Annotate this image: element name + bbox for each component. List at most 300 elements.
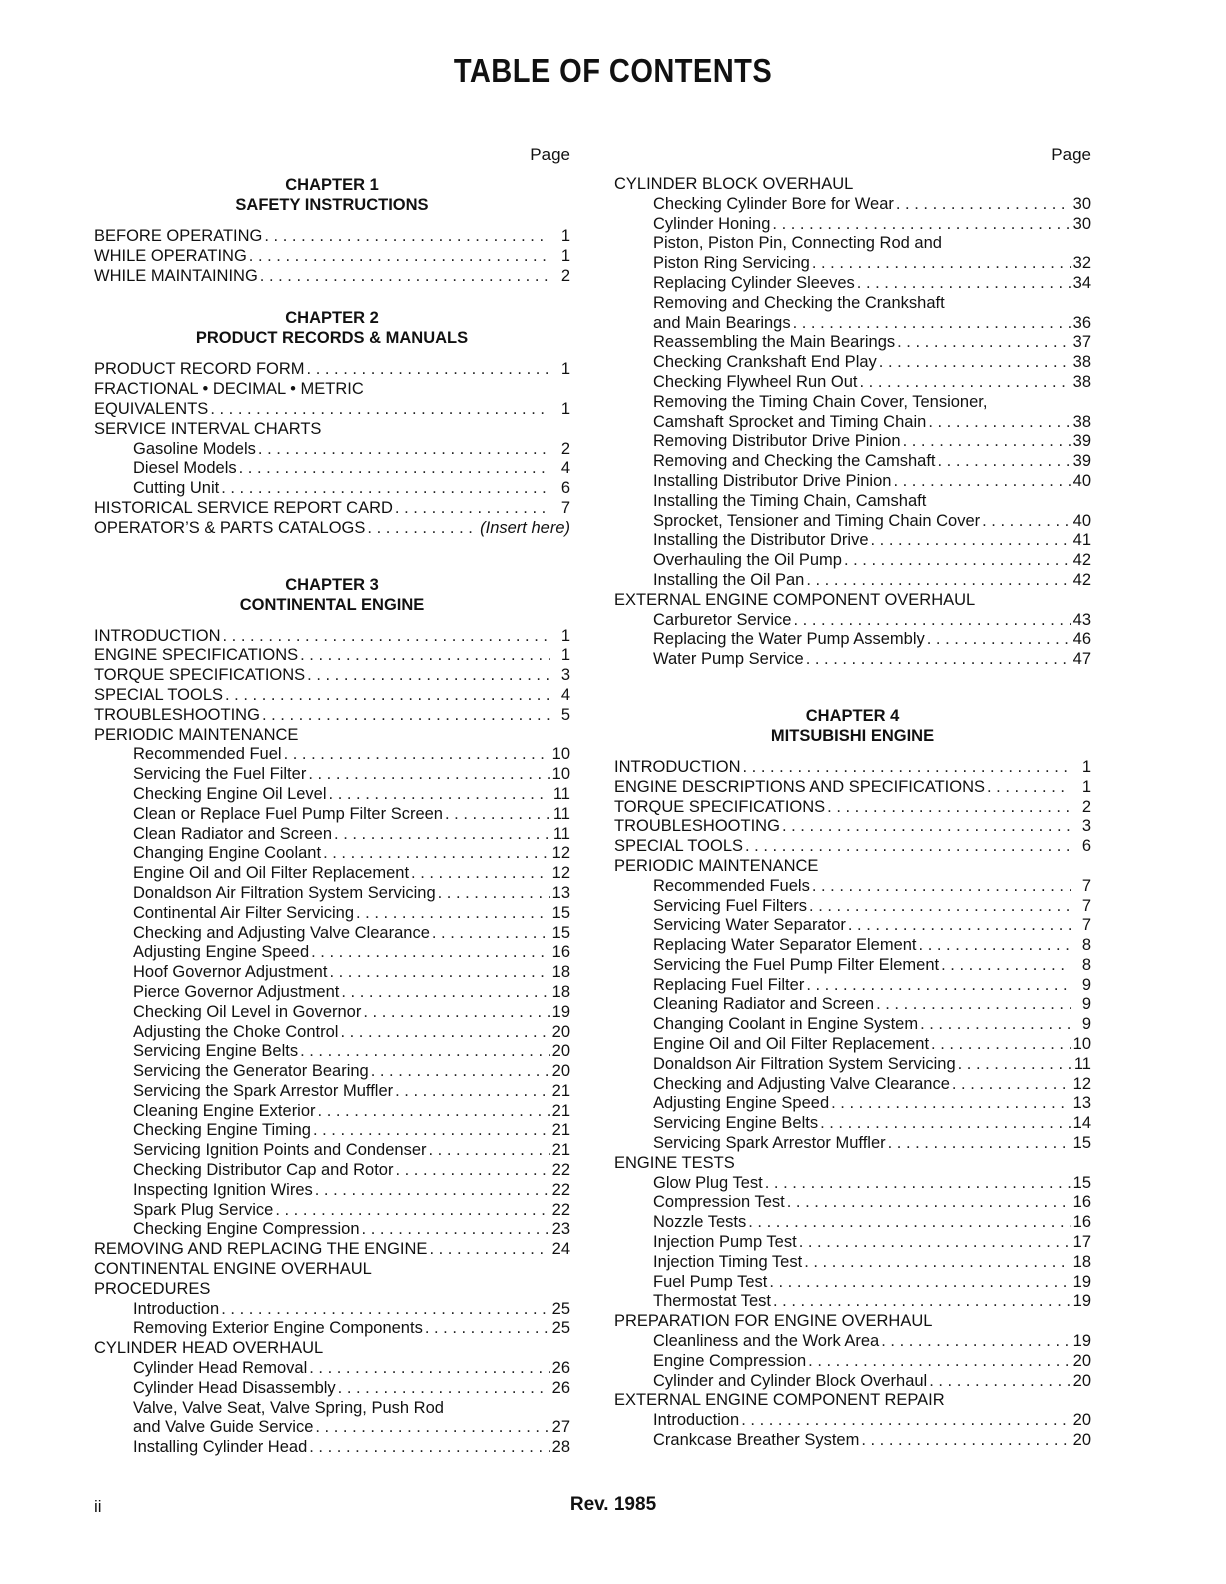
toc-entry-label: Checking Flywheel Run Out: [653, 372, 858, 391]
page-column-header: Page: [1051, 145, 1091, 164]
toc-entry[interactable]: [94, 943, 570, 963]
toc-entry-label: Continental Air Filter Servicing: [133, 903, 355, 922]
toc-entry-page: 20: [1072, 1431, 1091, 1450]
toc-entry-label: Recommended Fuel: [133, 745, 282, 764]
toc-entry-page: 1: [560, 646, 570, 665]
toc-entry-page: 15: [1072, 1173, 1091, 1192]
toc-entry[interactable]: [614, 1332, 1091, 1352]
page-title: TABLE OF CONTENTS: [453, 52, 773, 89]
toc-entry[interactable]: [614, 1273, 1091, 1293]
toc-entry-page: 38: [1072, 412, 1091, 431]
toc-entry[interactable]: [614, 1134, 1091, 1154]
toc-entry-page: 1: [560, 626, 570, 645]
toc-entry-label: Servicing Water Separator: [653, 916, 846, 935]
toc-entry-label: Cylinder and Cylinder Block Overhaul: [653, 1371, 928, 1390]
toc-entry-page: 37: [1072, 333, 1091, 352]
toc-entry[interactable]: [614, 1253, 1091, 1273]
toc-entry[interactable]: [614, 630, 1091, 650]
toc-entry-label: Replacing Water Separator Element: [653, 936, 917, 955]
toc-entry[interactable]: [614, 916, 1091, 936]
toc-entry[interactable]: [94, 440, 570, 460]
toc-entry-page: 17: [1072, 1233, 1091, 1252]
toc-entry[interactable]: [94, 1379, 570, 1399]
toc-entry-page: 13: [1072, 1094, 1091, 1113]
toc-entry-label: Glow Plug Test: [653, 1173, 763, 1192]
toc-entry[interactable]: [614, 254, 1091, 274]
toc-entry-label: Installing the Distributor Drive: [653, 531, 869, 550]
toc-entry[interactable]: [94, 1319, 570, 1339]
toc-entry-label: Clean Radiator and Screen: [133, 824, 333, 843]
toc-entry-label: Injection Pump Test: [653, 1233, 797, 1252]
toc-entry-label: Removing the Timing Chain Cover, Tensioner,: [653, 392, 988, 411]
toc-entry-label: SPECIAL TOOLS: [94, 685, 224, 704]
toc-entry[interactable]: [614, 432, 1091, 452]
toc-entry-label: Checking Engine Timing: [133, 1121, 311, 1140]
toc-section-heading: PREPARATION FOR ENGINE OVERHAUL: [614, 1312, 933, 1331]
toc-left-column: [94, 143, 570, 1458]
toc-entry-page: 42: [1072, 551, 1091, 570]
toc-entry-page: 10: [1072, 1035, 1091, 1054]
toc-entry-page: 16: [1072, 1213, 1091, 1232]
toc-entry-label: Checking and Adjusting Valve Clearance: [653, 1074, 950, 1093]
toc-entry-page: 20: [1072, 1411, 1091, 1430]
toc-entry-page: 18: [1072, 1252, 1091, 1271]
toc-entry-label: Introduction: [133, 1299, 220, 1318]
toc-entry[interactable]: [94, 924, 570, 944]
toc-entry-page: 19: [551, 1002, 570, 1021]
toc-entry[interactable]: [94, 1300, 570, 1320]
toc-entry[interactable]: [94, 627, 570, 647]
toc-entry-page: 39: [1072, 432, 1091, 451]
toc-entry[interactable]: [94, 646, 570, 666]
toc-entry[interactable]: [94, 785, 570, 805]
toc-entry[interactable]: [94, 1359, 570, 1379]
toc-entry-page: 15: [551, 903, 570, 922]
toc-entry-label: Compression Test: [653, 1193, 785, 1212]
toc-entry-label: HISTORICAL SERVICE REPORT CARD: [94, 498, 393, 517]
toc-entry-page: 30: [1072, 194, 1091, 213]
toc-entry-page: 2: [1081, 797, 1091, 816]
toc-entry-label: Donaldson Air Filtration System Servicing: [653, 1054, 956, 1073]
toc-entry-page: 7: [560, 498, 570, 517]
toc-entry-label: Removing Distributor Drive Pinion: [653, 432, 901, 451]
toc-entry-label: TORQUE SPECIFICATIONS: [94, 666, 306, 685]
toc-entry-label: SPECIAL TOOLS: [614, 837, 744, 856]
toc-entry-label: Servicing the Generator Bearing: [133, 1062, 369, 1081]
toc-entry-label: Camshaft Sprocket and Timing Chain: [653, 412, 927, 431]
toc-entry-label: Donaldson Air Filtration System Servicing: [133, 883, 436, 902]
toc-entry[interactable]: [94, 1220, 570, 1240]
toc-entry-label: Cylinder Head Removal: [133, 1359, 308, 1378]
chapter-heading: CHAPTER 3: [285, 575, 379, 594]
toc-entry[interactable]: [614, 512, 1091, 532]
toc-entry[interactable]: [94, 247, 570, 267]
toc-entry[interactable]: [94, 825, 570, 845]
toc-entry[interactable]: [94, 1240, 570, 1260]
toc-entry-page: 32: [1072, 254, 1091, 273]
toc-entry-page: 11: [552, 804, 570, 823]
toc-entry[interactable]: [94, 805, 570, 825]
toc-entry-page: 1: [560, 360, 570, 379]
toc-entry-page: 11: [1073, 1054, 1091, 1073]
chapter-heading: CHAPTER 1: [285, 176, 379, 194]
toc-entry[interactable]: [614, 413, 1091, 433]
toc-entry-label: Servicing the Fuel Pump Filter Element: [653, 955, 940, 974]
toc-entry-page: 15: [551, 923, 570, 942]
toc-entry[interactable]: [94, 1201, 570, 1221]
toc-section-heading: EXTERNAL ENGINE COMPONENT OVERHAUL: [614, 590, 976, 609]
toc-entry[interactable]: [614, 877, 1091, 897]
toc-entry-page: 12: [1072, 1074, 1091, 1093]
toc-entry-label: Checking Crankshaft End Play: [653, 353, 877, 372]
toc-section-heading: EXTERNAL ENGINE COMPONENT REPAIR: [614, 1391, 945, 1410]
toc-entry-page: 3: [560, 666, 570, 685]
toc-section-heading: PERIODIC MAINTENANCE: [94, 725, 299, 744]
toc-entry[interactable]: [94, 227, 570, 247]
toc-entry-label: TROUBLESHOOTING: [614, 817, 780, 836]
toc-entry-page: 11: [552, 824, 570, 843]
toc-entry[interactable]: [94, 1161, 570, 1181]
toc-entry-label: Servicing Spark Arrestor Muffler: [653, 1134, 886, 1153]
toc-entry-label: Hoof Governor Adjustment: [133, 963, 328, 982]
toc-entry-label: Piston, Piston Pin, Connecting Rod and: [653, 234, 942, 253]
toc-entry-label: TROUBLESHOOTING: [94, 705, 260, 724]
toc-entry-page: 26: [551, 1359, 570, 1378]
toc-entry[interactable]: [94, 499, 570, 519]
toc-entry-page: 3: [1081, 817, 1091, 836]
toc-entry-label: TORQUE SPECIFICATIONS: [614, 797, 826, 816]
toc-entry[interactable]: [614, 1233, 1091, 1253]
toc-entry[interactable]: [614, 936, 1091, 956]
toc-entry[interactable]: [94, 864, 570, 884]
toc-entry-page: 16: [551, 943, 570, 962]
toc-entry-label: Adjusting Engine Speed: [653, 1094, 830, 1113]
toc-entry[interactable]: [614, 956, 1091, 976]
chapter-title: MITSUBISHI ENGINE: [770, 726, 935, 745]
toc-entry[interactable]: [614, 837, 1091, 857]
toc-entry-page: 26: [551, 1378, 570, 1397]
toc-entry-page: 20: [551, 1022, 570, 1041]
toc-entry[interactable]: [614, 571, 1091, 591]
toc-entry[interactable]: [94, 479, 570, 499]
toc-entry[interactable]: [614, 353, 1091, 373]
toc-entry[interactable]: [94, 1141, 570, 1161]
toc-entry-label: PRODUCT RECORD FORM: [94, 360, 305, 379]
toc-entry-label: Piston Ring Servicing: [653, 254, 810, 273]
toc-entry-label: Replacing Fuel Filter: [653, 975, 805, 994]
toc-entry-page: 12: [551, 844, 570, 863]
toc-entry-page: 18: [551, 982, 570, 1001]
toc-entry[interactable]: [614, 215, 1091, 235]
toc-entry[interactable]: [94, 884, 570, 904]
toc-entry-page: 8: [1081, 955, 1091, 974]
toc-entry[interactable]: [614, 1114, 1091, 1134]
toc-entry-label: Replacing Cylinder Sleeves: [653, 273, 855, 292]
toc-entry-page: 25: [551, 1319, 570, 1338]
toc-entry[interactable]: [94, 1082, 570, 1102]
toc-entry-page: 7: [1081, 876, 1091, 895]
toc-entry-page: 47: [1072, 650, 1091, 669]
toc-entry[interactable]: [94, 963, 570, 983]
toc-entry-label: REMOVING AND REPLACING THE ENGINE: [94, 1240, 428, 1259]
toc-entry-page: 34: [1072, 273, 1091, 292]
toc-entry-label: Pierce Governor Adjustment: [133, 982, 340, 1001]
toc-entry-label: ENGINE SPECIFICATIONS: [94, 646, 299, 665]
toc-entry-page: 10: [551, 745, 570, 764]
toc-entry[interactable]: [614, 333, 1091, 353]
toc-entry-page: 20: [1072, 1351, 1091, 1370]
toc-entry-page: 4: [560, 459, 570, 478]
toc-entry[interactable]: [614, 472, 1091, 492]
toc-entry[interactable]: [614, 373, 1091, 393]
toc-entry[interactable]: [94, 844, 570, 864]
chapter-heading: CHAPTER 4: [805, 706, 900, 725]
toc-entry-page: (Insert here): [480, 518, 570, 537]
toc-entry[interactable]: [614, 1292, 1091, 1312]
toc-entry-page: 6: [560, 479, 570, 498]
toc-entry-label: Reassembling the Main Bearings: [653, 333, 896, 352]
toc-entry-label: Thermostat Test: [653, 1292, 771, 1311]
toc-entry-page: 13: [551, 883, 570, 902]
toc-entry[interactable]: [94, 983, 570, 1003]
toc-entry[interactable]: [614, 551, 1091, 571]
chapter-title: CONTINENTAL ENGINE: [239, 595, 425, 614]
toc-entry-page: 1: [560, 227, 570, 245]
toc-entry-label: Cutting Unit: [133, 479, 220, 498]
toc-entry-page: 28: [551, 1438, 570, 1457]
chapter-title: PRODUCT RECORDS & MANUALS: [195, 329, 469, 348]
toc-entry-page: 2: [560, 439, 570, 458]
toc-entry-label: Crankcase Breather System: [653, 1431, 860, 1450]
toc-section-heading: CYLINDER BLOCK OVERHAUL: [614, 175, 854, 193]
toc-entry-label: Sprocket, Tensioner and Timing Chain Cover: [653, 511, 981, 530]
toc-entry-label: Introduction: [653, 1411, 740, 1430]
toc-entry[interactable]: [614, 452, 1091, 472]
toc-entry[interactable]: [94, 400, 570, 420]
chapter-title: SAFETY INSTRUCTIONS: [235, 196, 429, 214]
toc-entry-label: Changing Coolant in Engine System: [653, 1015, 919, 1034]
toc-entry[interactable]: [94, 267, 570, 287]
toc-entry[interactable]: [614, 650, 1091, 670]
toc-entry-page: 41: [1072, 531, 1091, 550]
toc-right-column: [614, 143, 1091, 1451]
toc-entry[interactable]: [614, 195, 1091, 215]
toc-section-heading: CYLINDER HEAD OVERHAUL: [94, 1339, 324, 1358]
toc-entry[interactable]: [94, 1062, 570, 1082]
toc-entry-page: 7: [1081, 916, 1091, 935]
toc-entry-page: 11: [552, 784, 570, 803]
toc-entry-page: 14: [1072, 1114, 1091, 1133]
toc-entry-label: Servicing Engine Belts: [653, 1114, 819, 1133]
toc-entry-page: 36: [1072, 313, 1091, 332]
toc-entry[interactable]: [94, 1181, 570, 1201]
toc-entry[interactable]: [94, 765, 570, 785]
toc-entry[interactable]: [614, 1174, 1091, 1194]
toc-entry-page: 46: [1072, 630, 1091, 649]
toc-entry-label: Installing the Timing Chain, Camshaft: [653, 491, 927, 510]
toc-entry[interactable]: [614, 1352, 1091, 1372]
toc-entry[interactable]: [614, 995, 1091, 1015]
toc-entry-page: 38: [1072, 353, 1091, 372]
toc-entry-label: Fuel Pump Test: [653, 1272, 768, 1291]
toc-entry-label: Removing and Checking the Crankshaft: [653, 293, 945, 312]
toc-entry-page: 1: [560, 246, 570, 265]
toc-entry[interactable]: [94, 904, 570, 924]
toc-entry[interactable]: [614, 611, 1091, 631]
toc-entry-label: Servicing Engine Belts: [133, 1042, 299, 1061]
page-column-header: Page: [530, 145, 570, 164]
toc-entry-label: and Main Bearings: [653, 313, 791, 332]
toc-entry-label: Valve, Valve Seat, Valve Spring, Push Rod: [133, 1398, 444, 1417]
toc-entry-label: and Valve Guide Service: [133, 1418, 314, 1437]
toc-entry-page: 10: [551, 765, 570, 784]
toc-entry[interactable]: [614, 1213, 1091, 1233]
toc-entry-label: WHILE MAINTAINING: [94, 266, 258, 285]
toc-entry-label: Removing Exterior Engine Components: [133, 1319, 423, 1338]
toc-entry[interactable]: [614, 798, 1091, 818]
toc-entry-page: 42: [1072, 570, 1091, 589]
toc-entry[interactable]: [94, 666, 570, 686]
toc-entry-page: 21: [551, 1121, 570, 1140]
toc-entry-label: Adjusting Engine Speed: [133, 943, 310, 962]
toc-entry-label: Replacing the Water Pump Assembly: [653, 630, 925, 649]
toc-entry-page: 40: [1072, 511, 1091, 530]
toc-entry-label: Changing Engine Coolant: [133, 844, 322, 863]
toc-entry-label: Inspecting Ignition Wires: [133, 1180, 313, 1199]
toc-entry-label: Cleanliness and the Work Area: [653, 1332, 880, 1351]
toc-entry-label: Clean or Replace Fuel Pump Filter Screen: [133, 804, 443, 823]
toc-entry[interactable]: [614, 897, 1091, 917]
toc-entry[interactable]: [614, 778, 1091, 798]
toc-entry-label: Servicing Ignition Points and Condenser: [133, 1141, 427, 1160]
toc-entry-label: Installing the Oil Pan: [653, 570, 805, 589]
toc-entry-label: Injection Timing Test: [653, 1252, 803, 1271]
toc-entry[interactable]: [94, 1121, 570, 1141]
toc-entry[interactable]: [614, 1372, 1091, 1392]
toc-entry[interactable]: [614, 1055, 1091, 1075]
toc-entry-page: 19: [1072, 1292, 1091, 1311]
toc-entry[interactable]: [614, 531, 1091, 551]
toc-entry-page: 7: [1081, 896, 1091, 915]
toc-entry[interactable]: [94, 1003, 570, 1023]
toc-entry-label: Engine Oil and Oil Filter Replacement: [653, 1035, 930, 1054]
toc-entry-label: Checking and Adjusting Valve Clearance: [133, 923, 430, 942]
toc-entry[interactable]: [614, 274, 1091, 294]
toc-entry-page: 9: [1081, 1015, 1091, 1034]
toc-entry[interactable]: [94, 459, 570, 479]
toc-entry-label: Removing and Checking the Camshaft: [653, 452, 936, 471]
toc-entry[interactable]: [614, 976, 1091, 996]
toc-entry-page: 8: [1081, 936, 1091, 955]
toc-entry[interactable]: [94, 745, 570, 765]
toc-entry-label: Cleaning Radiator and Screen: [653, 995, 875, 1014]
toc-section-heading: CONTINENTAL ENGINE OVERHAUL: [94, 1260, 372, 1279]
toc-entry-label: Servicing the Spark Arrestor Muffler: [133, 1081, 394, 1100]
toc-entry-page: 43: [1072, 610, 1091, 629]
toc-section-heading: PROCEDURES: [94, 1279, 211, 1298]
toc-entry-label: Cylinder Head Disassembly: [133, 1378, 336, 1397]
toc-entry-label: Recommended Fuels: [653, 876, 810, 895]
toc-entry-label: Installing Cylinder Head: [133, 1438, 308, 1457]
chapter-heading: CHAPTER 2: [285, 309, 379, 328]
toc-entry[interactable]: [94, 1042, 570, 1062]
toc-entry-page: 22: [551, 1180, 570, 1199]
toc-entry-page: 25: [551, 1299, 570, 1318]
toc-entry-page: 18: [551, 963, 570, 982]
toc-entry-page: 19: [1072, 1332, 1091, 1351]
toc-entry[interactable]: [94, 1023, 570, 1043]
toc-entry-page: 20: [551, 1062, 570, 1081]
toc-entry-page: 38: [1072, 372, 1091, 391]
toc-entry-label: Carburetor Service: [653, 610, 792, 629]
toc-entry[interactable]: [94, 706, 570, 726]
toc-entry[interactable]: [614, 817, 1091, 837]
toc-entry[interactable]: [614, 314, 1091, 334]
toc-entry[interactable]: [614, 1411, 1091, 1431]
toc-entry[interactable]: [94, 519, 570, 539]
toc-entry[interactable]: [614, 1035, 1091, 1055]
toc-entry-page: 15: [1072, 1134, 1091, 1153]
toc-entry-label: Diesel Models: [133, 459, 237, 478]
toc-entry[interactable]: [94, 686, 570, 706]
toc-entry-page: 9: [1081, 995, 1091, 1014]
toc-entry-label: Cylinder Honing: [653, 214, 771, 233]
toc-entry-label: Checking Cylinder Bore for Wear: [653, 194, 894, 213]
toc-entry-page: 24: [551, 1240, 570, 1259]
toc-entry-label: BEFORE OPERATING: [94, 227, 263, 245]
toc-entry[interactable]: [614, 1015, 1091, 1035]
toc-entry-page: 2: [560, 266, 570, 285]
page-number: ii: [94, 1497, 102, 1516]
toc-entry[interactable]: [94, 1102, 570, 1122]
toc-entry-label: INTRODUCTION: [614, 757, 741, 776]
toc-entry-label: INTRODUCTION: [94, 626, 221, 645]
toc-entry-page: 27: [551, 1418, 570, 1437]
toc-entry[interactable]: [94, 1418, 570, 1438]
toc-entry-page: 22: [551, 1200, 570, 1219]
toc-entry[interactable]: [614, 1193, 1091, 1213]
toc-entry-label: ENGINE DESCRIPTIONS AND SPECIFICATIONS: [614, 777, 986, 796]
toc-entry[interactable]: [614, 758, 1091, 778]
toc-entry[interactable]: [614, 1431, 1091, 1451]
toc-entry-page: 22: [551, 1161, 570, 1180]
toc-entry-label: Engine Oil and Oil Filter Replacement: [133, 864, 410, 883]
toc-entry-page: 21: [551, 1101, 570, 1120]
toc-entry[interactable]: [94, 1438, 570, 1458]
toc-section-heading: PERIODIC MAINTENANCE: [614, 856, 819, 875]
toc-entry[interactable]: [614, 1094, 1091, 1114]
toc-entry-label: Engine Compression: [653, 1351, 807, 1370]
toc-entry-label: Checking Distributor Cap and Rotor: [133, 1161, 394, 1180]
toc-entry-page: 9: [1081, 975, 1091, 994]
toc-entry-page: 21: [551, 1141, 570, 1160]
toc-entry-page: 39: [1072, 452, 1091, 471]
toc-entry-page: 12: [551, 864, 570, 883]
toc-entry-label: Checking Engine Oil Level: [133, 784, 327, 803]
toc-entry[interactable]: [94, 360, 570, 380]
toc-entry[interactable]: [614, 1075, 1091, 1095]
toc-entry-page: 1: [1081, 757, 1091, 776]
toc-section-heading: ENGINE TESTS: [614, 1153, 735, 1172]
toc-entry-label: Gasoline Models: [133, 439, 256, 458]
toc-entry-label: Overhauling the Oil Pump: [653, 551, 842, 570]
toc-entry-label: Spark Plug Service: [133, 1200, 274, 1219]
toc-entry-label: Water Pump Service: [653, 650, 804, 669]
toc-entry-label: Servicing Fuel Filters: [653, 896, 808, 915]
toc-entry-page: 20: [551, 1042, 570, 1061]
toc-entry-page: 1: [1081, 777, 1091, 796]
toc-entry-label: WHILE OPERATING: [94, 246, 247, 265]
